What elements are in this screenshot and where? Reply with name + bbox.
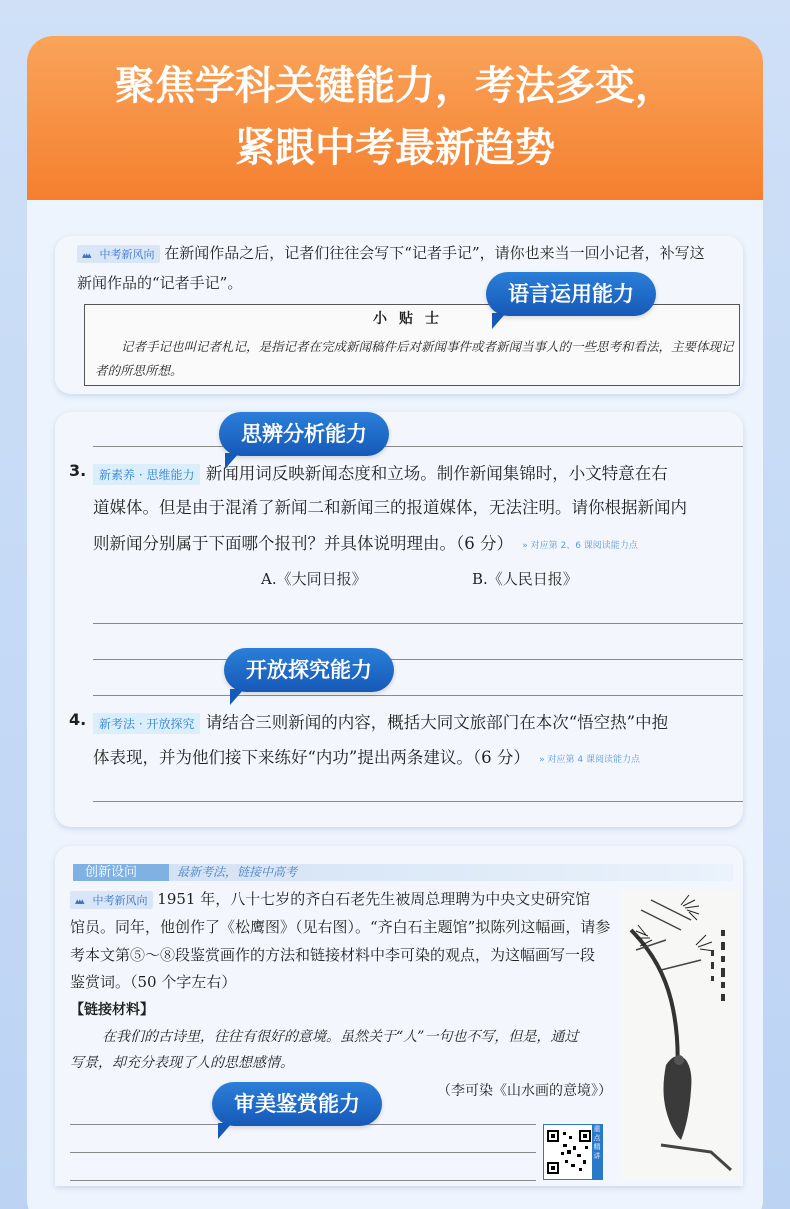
material-source: （李可染《山水画的意境》） [437,1083,612,1099]
section-subtitle: 最新考法，链接中高考 [177,865,298,879]
answer-line [93,659,743,660]
section-header [73,864,733,881]
bubble-tail [225,453,239,469]
section-tab: 创新设问 [73,864,169,881]
ability-bubble-aesthetic: 审美鉴赏能力 [212,1082,382,1126]
trend-tag: ▴▴▴ 中考新风向 [70,891,153,909]
card3-text-3: 考本文第⑤～⑧段鉴赏画作的方法和链接材料中李可染的观点，为这幅画写一段 [70,946,596,964]
q3-line-3 [93,530,638,554]
tips-box [84,304,740,386]
bubble-tail [230,689,244,705]
card3-line-1 [70,888,590,909]
material-title: 【链接材料】 [70,1002,154,1018]
ability-bubble-explore: 开放探究能力 [224,648,394,692]
dots-icon: ▴▴▴ [82,251,90,261]
q3-hint: » 对应第 2、6 课阅读能力点 [522,541,638,551]
dots-icon: ▴▴▴ [75,897,83,907]
q4-text-2: 体表现，并为他们接下来练好“内功”提出两条建议。（6 分） [93,748,530,767]
q4-text-1: 请结合三则新闻的内容，概括大同文旅部门在本次“悟空热”中抱 [205,713,669,732]
answer-line [93,695,743,696]
qr-caption: 重点精讲 [592,1125,602,1179]
q3-text-1: 新闻用词反映新闻态度和立场。制作新闻集锦时，小文特意在右 [205,464,668,483]
answer-line [70,1152,536,1153]
question-card-aesthetic [55,846,743,1186]
card1-line-1 [77,242,705,263]
q4-line-1 [93,709,668,734]
question-card-analysis [55,412,743,827]
bubble-tail [492,313,506,329]
tips-title: 小贴士 [373,311,451,327]
material-line-2: 写景，却充分表现了人的思想感情。 [70,1055,294,1071]
card3-text-4: 鉴赏词。（50 个字左右） [70,973,237,991]
answer-line [70,1180,536,1181]
q3-text-2: 道媒体。但是由于混淆了新闻二和新闻三的报道媒体，无法注明。请你根据新闻内 [93,498,687,517]
card1-text-1: 在新闻作品之后，记者们往往会写下“记者手记”，请你也来当一回小记者，补写这 [164,244,705,262]
answer-line [93,623,743,624]
tips-body: 记者手记也叫记者札记，是指记者在完成新闻稿件后对新闻事件或者新闻当事人的一些思考和看法，主要体现记者的所思所想。 [95,339,734,378]
bubble-tail [218,1123,232,1139]
option-b: B.《人民日报》 [472,570,578,588]
answer-line [93,446,743,447]
question-number-4: 4. [69,710,87,729]
q4-hint: » 对应第 4 课阅读能力点 [539,755,640,765]
q3-text-3: 则新闻分别属于下面哪个报刊？并具体说明理由。（6 分） [93,534,513,553]
q3-line-1 [93,460,668,485]
qr-code[interactable] [543,1124,603,1180]
pine-eagle-painting [621,890,739,1180]
question-number-3: 3. [69,461,87,480]
card3-text-1: 1951 年，八十七岁的齐白石老先生被周总理聘为中央文史研究馆 [157,890,591,908]
banner-title-line-1: 聚焦学科关键能力，考法多变， [115,63,675,109]
header-banner [27,36,763,200]
banner-title-line-2: 紧跟中考最新趋势 [235,125,555,171]
q4-tag: 新考法 · 开放探究 [93,713,200,734]
material-line-1: 在我们的古诗里，往往有很好的意境。虽然关于“人”一句也不写，但是，通过 [102,1029,579,1045]
q3-tag: 新素养 · 思维能力 [93,464,200,485]
answer-line [93,801,743,802]
painting-image [621,890,739,1180]
q4-line-2 [93,744,640,768]
qr-code-icon [547,1130,591,1174]
trend-tag: ▴▴▴ 中考新风向 [77,245,160,263]
card3-text-2: 馆员。同年，他创作了《松鹰图》（见右图）。“齐白石主题馆”拟陈列这幅画，请参 [70,918,611,936]
ability-bubble-analysis: 思辨分析能力 [219,412,389,456]
ability-bubble-language: 语言运用能力 [486,272,656,316]
card1-text-2: 新闻作品的“记者手记”。 [77,274,243,292]
option-a: A.《大同日报》 [261,570,367,588]
